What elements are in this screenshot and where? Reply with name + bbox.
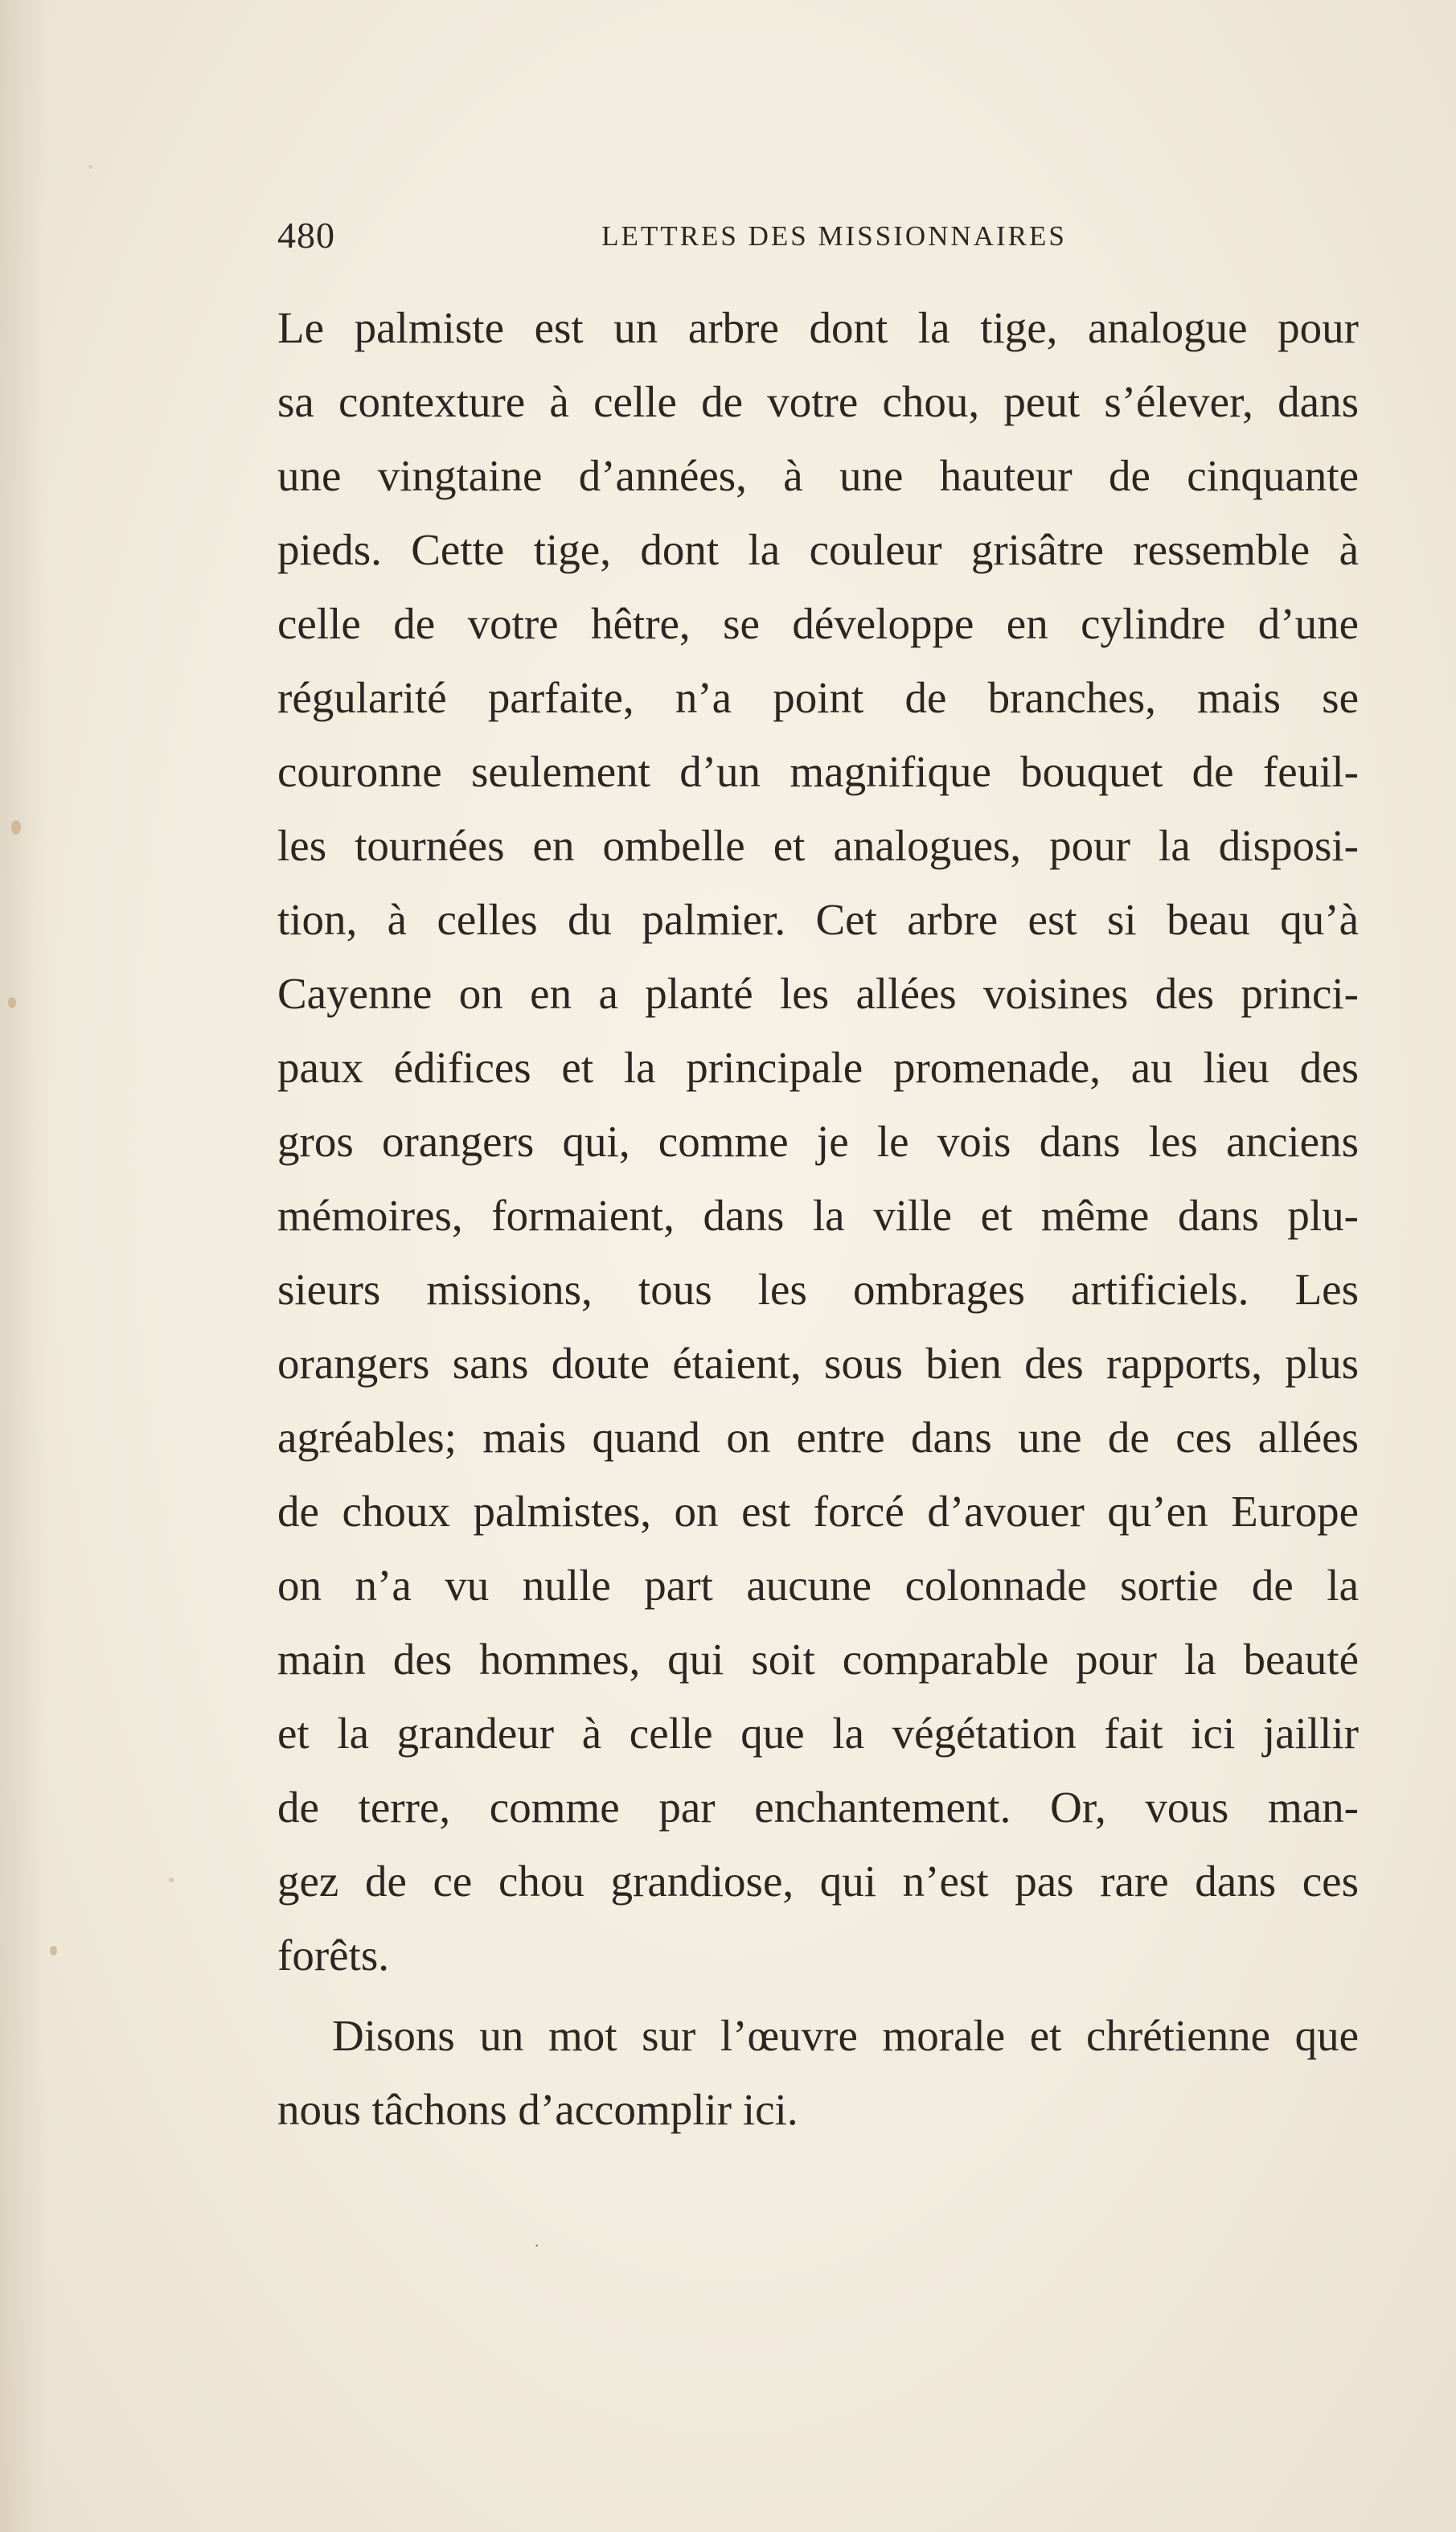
text-line: régularité parfaite, n’a point de branches, mais se — [277, 673, 1359, 722]
text-line: nous tâchons d’accomplir ici. — [277, 2085, 798, 2134]
running-title: LETTRES DES MISSIONNAIRES — [601, 220, 1067, 252]
paragraph — [277, 1999, 1359, 2147]
text-line: agréables; mais quand on entre dans une de ces allées — [277, 1413, 1359, 1462]
body-text — [277, 291, 1359, 2147]
text-line: sieurs missions, tous les ombrages artificiels. Les — [277, 1265, 1359, 1314]
text-line: on n’a vu nulle part aucune colonnade sortie de la — [277, 1561, 1359, 1610]
text-line: pieds. Cette tige, dont la couleur grisâtre ressemble à — [277, 525, 1359, 574]
paper-speck — [8, 997, 16, 1008]
text-line: forêts. — [277, 1931, 389, 1980]
text-line: les tournées en ombelle et analogues, pour la disposi- — [277, 821, 1359, 870]
ink-mark: · — [534, 2235, 540, 2255]
text-line: Disons un mot sur l’œuvre morale et chrétienne que — [332, 2011, 1359, 2060]
text-line: couronne seulement d’un magnifique bouquet de feuil- — [277, 747, 1359, 796]
text-line: gez de ce chou grandiose, qui n’est pas rare dans ces — [277, 1857, 1359, 1906]
text-line: main des hommes, qui soit comparable pour la beauté — [277, 1635, 1359, 1684]
text-line: gros orangers qui, comme je le vois dans les anciens — [277, 1117, 1359, 1166]
text-line: Cayenne on en a planté les allées voisines des princi- — [277, 969, 1359, 1018]
paper-speck — [50, 1946, 57, 1955]
text-line: orangers sans doute étaient, sous bien des rapports, plus — [277, 1339, 1359, 1388]
paper-speck — [11, 820, 21, 835]
paragraph-gap — [277, 1992, 1359, 1999]
spine-shadow — [0, 0, 48, 2532]
text-line: de choux palmistes, on est forcé d’avouer qu’en Europe — [277, 1487, 1359, 1536]
paragraph — [277, 291, 1359, 1992]
text-line: une vingtaine d’années, à une hauteur de cinquante — [277, 451, 1359, 500]
text-line: sa contexture à celle de votre chou, peut s’élever, dans — [277, 377, 1359, 426]
paper-speck — [169, 1877, 174, 1882]
paper-speck — [88, 165, 92, 169]
text-line: celle de votre hêtre, se développe en cylindre d’une — [277, 599, 1359, 648]
text-line: mémoires, formaient, dans la ville et même dans plu- — [277, 1191, 1359, 1240]
text-line: tion, à celles du palmier. Cet arbre est si beau qu’à — [277, 895, 1359, 944]
text-line: Le palmiste est un arbre dont la tige, analogue pour — [277, 303, 1359, 352]
text-line: et la grandeur à celle que la végétation fait ici jaillir — [277, 1709, 1359, 1758]
text-line: de terre, comme par enchantement. Or, vous man- — [277, 1783, 1359, 1832]
text-line: paux édifices et la principale promenade, au lieu des — [277, 1043, 1359, 1092]
page-header — [277, 215, 1359, 256]
page-number: 480 — [277, 215, 335, 256]
